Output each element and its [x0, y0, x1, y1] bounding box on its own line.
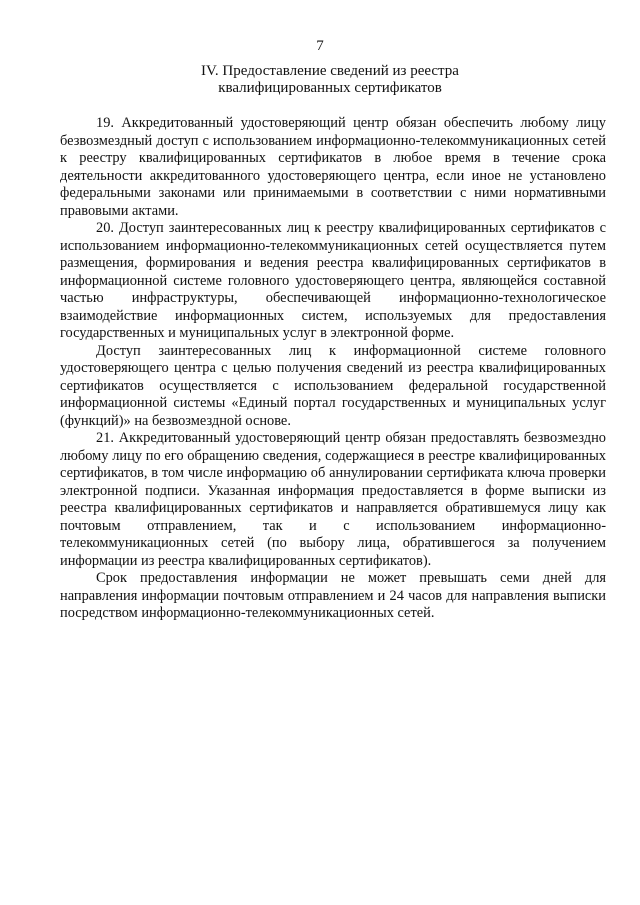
- section-heading-line-1: IV. Предоставление сведений из реестра: [201, 63, 459, 79]
- paragraph-clause-19: 19. Аккредитованный удостоверяющий центр обязан обеспечить любому лицу безвозмездный доступ с использованием информационно-телекоммуникационных сетей к реестру квалифицированных сертификатов в любое время в течение срока деятельности аккредитованного удостоверяющего центра, если иное не установлено федеральными законами или принимаемыми в соответствии с ними нормативными правовыми актами.: [60, 115, 606, 219]
- document-body: [60, 115, 606, 623]
- page-number: 7: [316, 38, 324, 54]
- paragraph-clause-21: 21. Аккредитованный удостоверяющий центр обязан предоставлять безвозмездно любому лицу по его обращению сведения, содержащиеся в реестре квалифицированных сертификатов, в том числе информацию об аннулировании сертификата ключа проверки электронной подписи. Указанная информация предоставляется в форме выписки из реестра квалифицированных сертификатов и направляется обратившемуся лицу как почтовым отправлением, так и с использованием информационно-телекоммуникационных сетей (по выбору лица, обратившегося за получением информации из реестра квалифицированных сертификатов).: [60, 430, 606, 569]
- paragraph-access: Доступ заинтересованных лиц к информационной системе головного удостоверяющего центра с целью получения сведений из реестра квалифицированных сертификатов осуществляется с использованием федеральной государственной информационной системы «Единый портал государственных и муниципальных услуг (функций)» на безвозмездной основе.: [60, 342, 606, 429]
- section-heading: [150, 63, 510, 97]
- paragraph-term: Срок предоставления информации не может превышать семи дней для направления информации почтовым отправлением и 24 часов для направления выписки посредством информационно-телекоммуникационных сетей.: [60, 570, 606, 621]
- section-heading-line-2: квалифицированных сертификатов: [218, 80, 442, 96]
- paragraph-clause-20: 20. Доступ заинтересованных лиц к реестру квалифицированных сертификатов с использованием информационно-телекоммуникационных сетей осуществляется путем размещения, формирования и ведения реестра квалифицированных сертификатов в информационной системе головного удостоверяющего центра, являющейся составной частью инфраструктуры, обеспечивающей информационно-технологическое взаимодействие информационных систем, используемых для предоставления государственных и муниципальных услуг в электронной форме.: [60, 220, 606, 341]
